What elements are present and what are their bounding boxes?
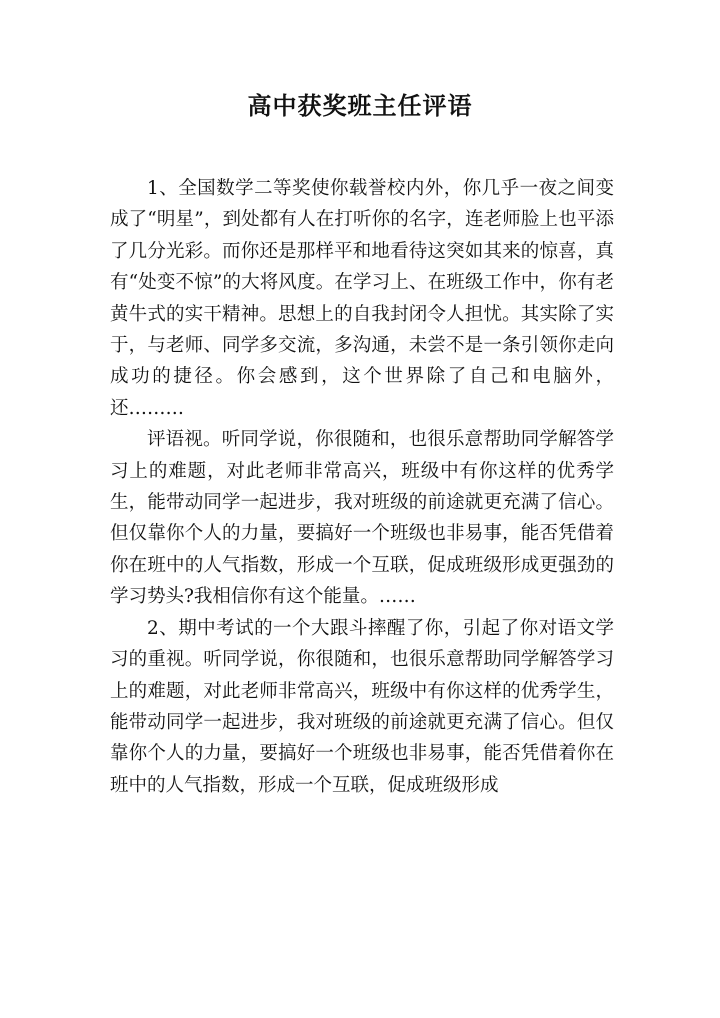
document-body [110,173,614,801]
paragraph-2: 评语视。听同学说，你很随和，也很乐意帮助同学解答学习上的难题，对此老师非常高兴，班级中有你这样的优秀学生，能带动同学一起进步，我对班级的前途就更充满了信心。但仅靠你个人的力量，要搞好一个班级也非易事，能否凭借着你在班中的人气指数，形成一个互联，促成班级形成更强劲的学习势头?我相信你有这个能量。…… [110,429,614,608]
paragraph-3: 2、期中考试的一个大跟斗摔醒了你，引起了你对语文学习的重视。听同学说，你很随和，也很乐意帮助同学解答学习上的难题，对此老师非常高兴，班级中有你这样的优秀学生，能带动同学一起进步，我对班级的前途就更充满了信心。但仅靠你个人的力量，要搞好一个班级也非易事，能否凭借着你在班中的人气指数，形成一个互联，促成班级形成 [110,617,614,796]
paragraph-1: 1、全国数学二等奖使你载誉校内外，你几乎一夜之间变成了“明星”，到处都有人在打听你的名字，连老师脸上也平添了几分光彩。而你还是那样平和地看待这突如其来的惊喜，真有“处变不惊”的大将风度。在学习上、在班级工作中，你有老黄牛式的实干精神。思想上的自我封闭令人担忧。其实除了实于，与老师、同学多交流，多沟通，未尝不是一条引领你走向成功的捷径。你会感到，这个世界除了自己和电脑外，还……… [110,178,614,419]
document-title: 高中获奖班主任评语 [247,91,473,120]
